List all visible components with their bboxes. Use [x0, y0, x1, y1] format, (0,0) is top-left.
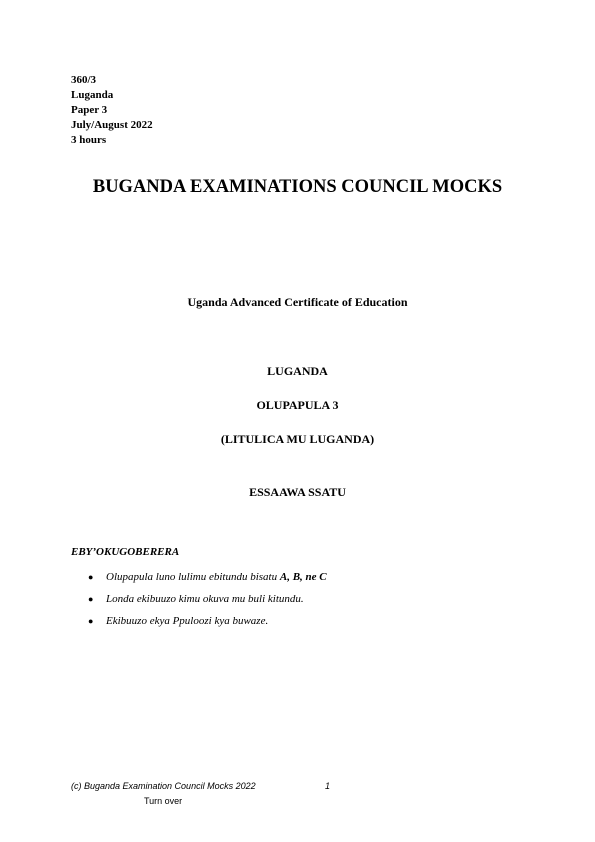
instructions-list [88, 569, 327, 635]
paper-date: July/August 2022 [71, 119, 153, 131]
footer-turn-over: Turn over [144, 796, 183, 806]
instruction-text: Londa ekibuuzo kimu okuva mu buli kitundu. [106, 593, 304, 605]
paper-code: 360/3 [71, 74, 97, 86]
instruction-sections: A, B, ne C [279, 571, 327, 583]
bullet-icon: ● [88, 572, 94, 582]
paper-duration: 3 hours [71, 134, 107, 146]
footer-page-number: 1 [325, 781, 331, 791]
exam-paper: OLUPAPULA 3 [256, 398, 339, 412]
paper-number: Paper 3 [71, 104, 108, 116]
exam-topic: (LITULICA MU LUGANDA) [220, 432, 375, 446]
bullet-icon: ● [88, 616, 94, 626]
instructions-heading: EBY’OKUGOBERERA [71, 546, 180, 558]
footer-copyright: (c) Buganda Examination Council Mocks 2022 [71, 781, 256, 791]
bullet-icon: ● [88, 594, 94, 604]
certificate-name: Uganda Advanced Certificate of Education [187, 295, 408, 309]
paper-subject: Luganda [71, 89, 114, 101]
council-title: BUGANDA EXAMINATIONS COUNCIL MOCKS [92, 177, 503, 197]
instruction-item [88, 613, 327, 635]
instruction-item [88, 569, 327, 591]
instruction-text: Olupapula luno lulimu ebitundu bisatu [106, 571, 280, 583]
instruction-item [88, 591, 327, 613]
exam-subject: LUGANDA [267, 364, 328, 378]
paper-details [71, 73, 153, 148]
exam-time: ESSAAWA SSATU [249, 485, 346, 499]
instruction-text: Ekibuuzo ekya Ppuloozi kya buwaze. [106, 615, 269, 627]
